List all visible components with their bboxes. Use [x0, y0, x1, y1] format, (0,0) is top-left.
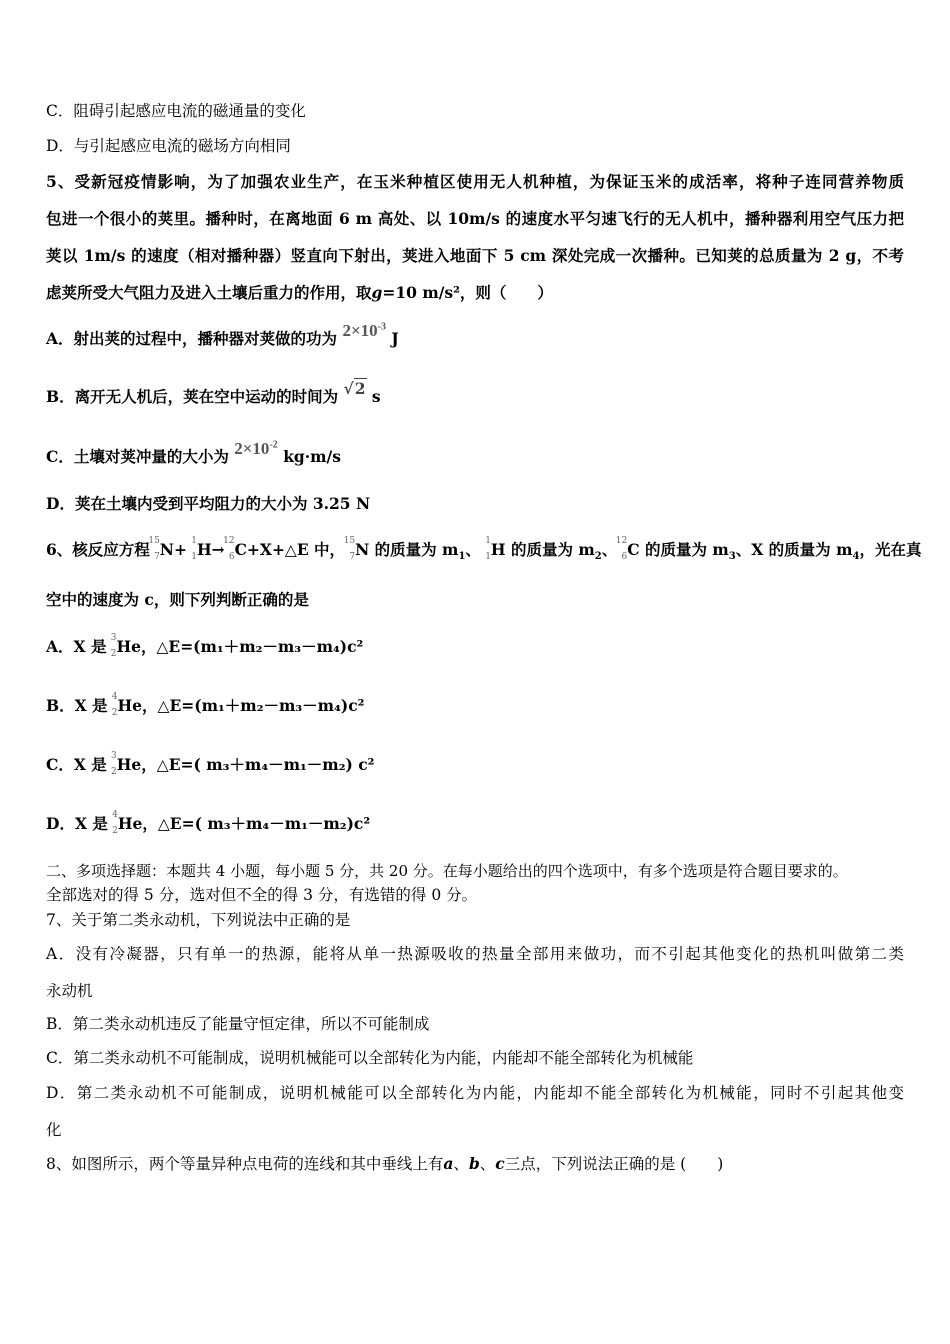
nuclide-he3: 3 2 — [111, 751, 117, 777]
q5-stem-line4: 虑荚所受大气阻力及进入土壤后重力的作用，取g=10 m/s²，则（ ） — [46, 283, 553, 302]
q7-option-a-line2: 永动机 — [46, 982, 93, 1000]
section2-heading-line2: 全部选对的得 5 分，选对但不全的得 3 分，有选错的得 0 分。 — [46, 886, 478, 904]
nuclide-he4: 4 2 — [112, 810, 118, 836]
q7-option-c: C．第二类永动机不可能制成，说明机械能可以全部转化为内能，内能却不能全部转化为机械能 — [46, 1049, 694, 1067]
q6-option-a: A．X 是 3 2 He，△E=(m₁＋m₂－m₃－m₄)c² — [46, 633, 364, 659]
q5-option-c: C．土壤对荚冲量的大小为 $2\times 10^{-2}$ kg·m/s — [46, 439, 341, 466]
q6-option-d: D．X 是 4 2 He，△E=( m₃＋m₄－m₁－m₂)c² — [46, 810, 371, 836]
q7-option-b: B．第二类永动机违反了能量守恒定律，所以不可能制成 — [46, 1015, 430, 1033]
q6-option-b: B．X 是 4 2 He，△E=(m₁＋m₂－m₃－m₄)c² — [46, 692, 365, 718]
nuclide-c12: 12 6 — [223, 536, 235, 562]
q7-option-a-line1: A．没有冷凝器，只有单一的热源，能将从单一热源吸收的热量全部用来做功，而不引起其他变化的热机叫做第二类 — [46, 945, 904, 963]
q6-stem-line1: 6、核反应方程 15 7 N+ 1 1 H→ 12 6 C+X+△E 中， 15 7 N 的质量为 $m_1$、 1 1 H 的质量为 $m_2$、 12 6 C 的质量为 $m_3$、X 的质量为 $m_4$，光在真 — [46, 536, 922, 563]
nuclide-c12-ref: 12 6 — [615, 536, 628, 562]
q4-option-c: C．阻碍引起感应电流的磁通量的变化 — [46, 102, 306, 120]
sqrt-icon: √2 — [343, 379, 366, 398]
nuclide-he4: 4 2 — [111, 692, 118, 718]
nuclide-h1: 1 1 — [191, 536, 197, 562]
q7-option-d-line2: 化 — [46, 1121, 62, 1139]
q6-option-c: C．X 是 3 2 He，△E=( m₃＋m₄－m₁－m₂) c² — [46, 751, 375, 777]
q6-stem-line2: 空中的速度为 c，则下列判断正确的是 — [46, 590, 309, 609]
q5-option-a: A．射出荚的过程中，播种器对荚做的功为 $2\times 10^{-3}$ J — [46, 321, 399, 348]
nuclide-n15: 15 7 — [148, 536, 160, 562]
q5-stem-line2: 包进一个很小的荚里。播种时，在离地面 6 m 高处、以 10m/s 的速度水平匀速飞行的无人机中，播种器利用空气压力把 — [46, 209, 904, 228]
q7-stem: 7、关于第二类永动机，下列说法中正确的是 — [46, 911, 351, 929]
q5-option-d: D．荚在土壤内受到平均阻力的大小为 3.25 N — [46, 494, 371, 513]
q4-option-d: D．与引起感应电流的磁场方向相同 — [46, 137, 291, 155]
q5-a-math: $2\times 10^{-3}$ — [342, 321, 386, 340]
q8-stem: 8、如图所示，两个等量异种点电荷的连线和其中垂线上有a、b、c三点，下列说法正确的是 ( ) — [46, 1154, 724, 1173]
q5-stem-line1: 5、受新冠疫情影响，为了加强农业生产，在玉米种植区使用无人机种植，为保证玉米的成活率，将种子连同营养物质 — [46, 172, 904, 191]
nuclide-n15-ref: 15 7 — [343, 536, 356, 562]
q5-c-math: $2\times 10^{-2}$ — [234, 439, 278, 458]
q7-option-d-line1: D．第二类永动机不可能制成，说明机械能可以全部转化为内能，内能却不能全部转化为机械能，同时不引起其他变 — [46, 1084, 904, 1102]
section2-heading-line1: 二、多项选择题：本题共 4 小题，每小题 5 分，共 20 分。在每小题给出的四个选项中，有多个选项是符合题目要求的。 — [46, 862, 848, 880]
q5-stem-line3: 荚以 1m/s 的速度（相对播种器）竖直向下射出，荚进入地面下 5 cm 深处完成一次播种。已知荚的总质量为 2 g，不考 — [46, 246, 904, 265]
q5-option-b: B．离开无人机后，荚在空中运动的时间为 √2 s — [46, 379, 381, 406]
nuclide-he3: 3 2 — [110, 633, 117, 659]
nuclide-h1-ref: 1 1 — [485, 536, 491, 562]
